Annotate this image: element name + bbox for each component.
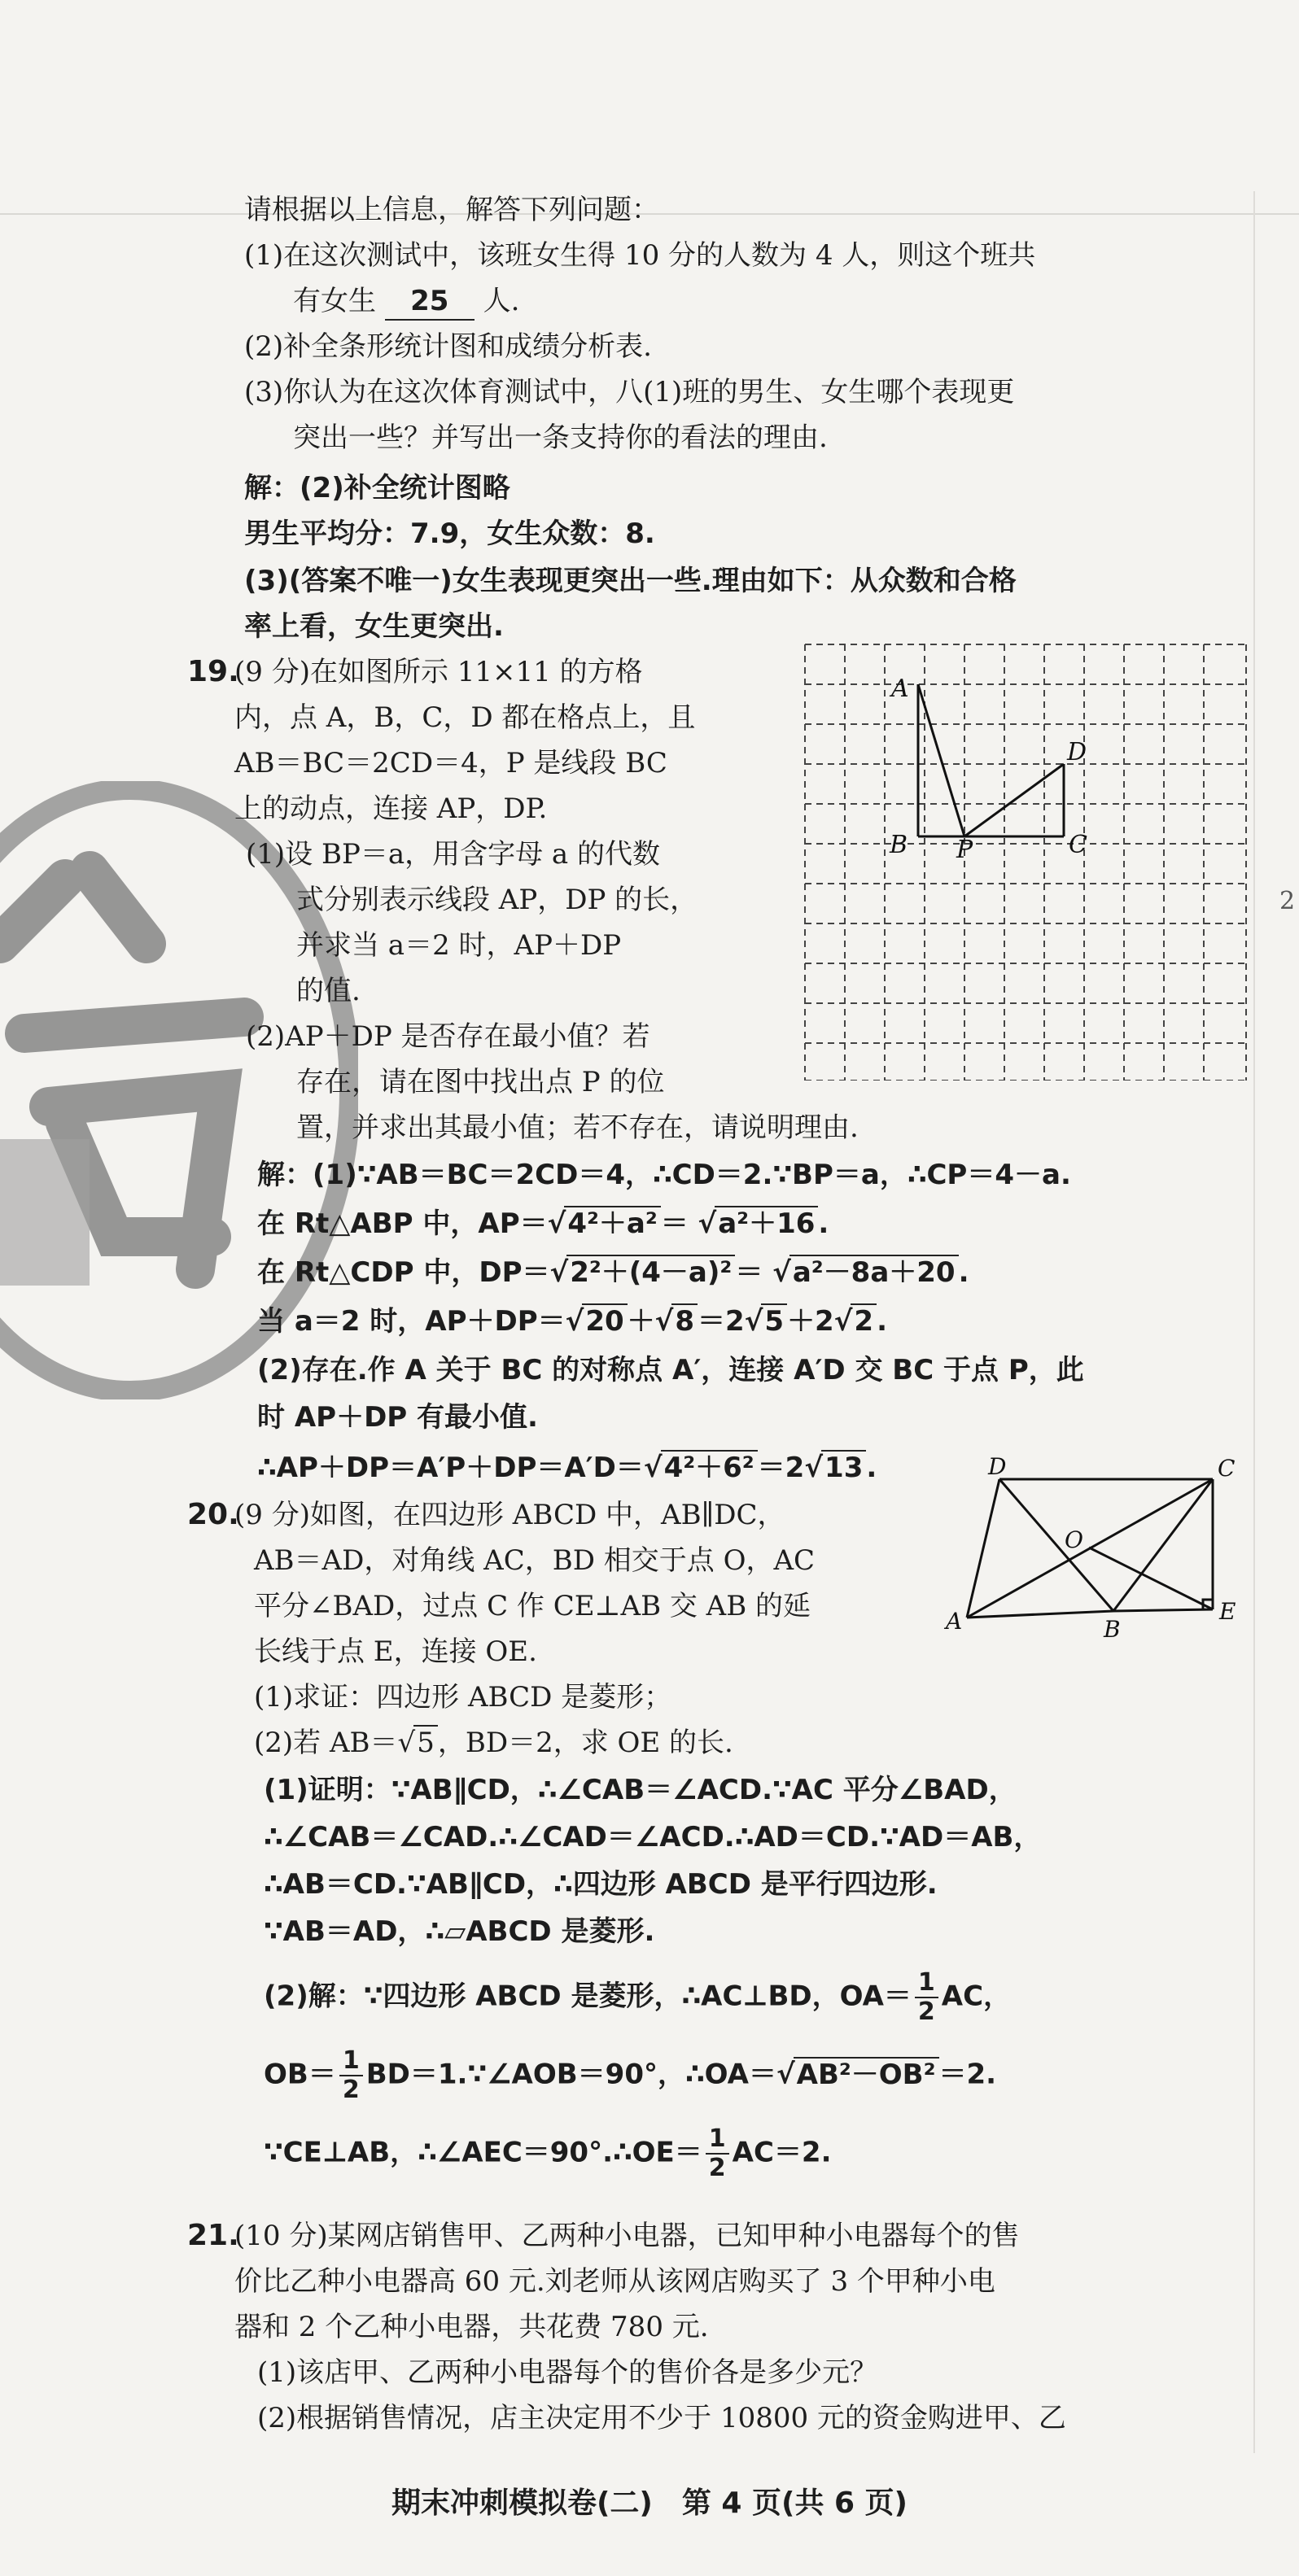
side-page-mark: 2 (1279, 887, 1296, 915)
q20-line-6: (2)若 AB＝√5 ，BD＝2，求 OE 的长. (254, 1727, 733, 1759)
q20-number: 20. (187, 1498, 239, 1531)
q19-line-8: 的值. (296, 975, 361, 1007)
q19-line-1: (9 分)在如图所示 11×11 的方格 (234, 656, 643, 688)
q19-line-5: (1)设 BP＝a，用含字母 a 的代数 (246, 838, 660, 871)
q18-solution-4: 率上看，女生更突出. (244, 610, 504, 643)
q18-part3-line1: (3)你认为在这次体育测试中，八(1)班的男生、女生哪个表现更 (244, 376, 1015, 408)
q19-solution-3: 在 Rt△CDP 中，DP＝√2²＋(4－a)² ＝ √a²－8a＋20 . (257, 1256, 969, 1289)
q20-solution-2: ∴∠CAB＝∠CAD.∴∠CAD＝∠ACD.∴AD＝CD.∵AD＝AB， (264, 1821, 1042, 1853)
q21-line-1: (10 分)某网店销售甲、乙两种小电器，已知甲种小电器每个的售 (234, 2220, 1020, 2252)
point-label-a: A (891, 675, 909, 703)
q20-segments (967, 1479, 1213, 1618)
q21-line-5: (2)根据销售情况，店主决定用不少于 10800 元的资金购进甲、乙 (257, 2402, 1066, 2434)
page-footer: 期末冲刺模拟卷(二) 第 4 页(共 6 页) (391, 2486, 908, 2520)
q20-solution-4: ∵AB＝AD，∴▱ABCD 是菱形. (264, 1915, 655, 1948)
q19-line-10: 存在，请在图中找出点 P 的位 (296, 1066, 665, 1098)
page-edge-line (1253, 191, 1255, 2453)
fraction-half: $\frac{1}{2}$ (915, 1969, 938, 2026)
q18-part1-post: 人. (483, 285, 520, 317)
q20-solution-5: (2)解：∵四边形 ABCD 是菱形，∴AC⊥BD，OA＝ $\frac{1}{2}$ AC， (264, 1968, 1012, 2026)
fraction-half: $\frac{1}{2}$ (339, 2047, 363, 2104)
point-label-d: D (988, 1456, 1007, 1480)
q19-line-3: AB＝BC＝2CD＝4，P 是线段 BC (234, 747, 667, 779)
q18-solution-3: (3)(答案不唯一)女生表现更突出一些.理由如下：从众数和合格 (244, 565, 1017, 597)
q19-segments (918, 684, 1064, 836)
q18-part2: (2)补全条形统计图和成绩分析表. (244, 330, 652, 363)
q21-number: 21. (187, 2219, 239, 2252)
q20-line-5: (1)求证：四边形 ABCD 是菱形； (254, 1681, 672, 1714)
q18-solution-2: 男生平均分：7.9，女生众数：8. (244, 517, 655, 550)
q20-solution-7: ∵CE⊥AB，∴∠AEC＝90°.∴OE＝ $\frac{1}{2}$ AC＝2. (264, 2124, 832, 2182)
q19-grid-figure (802, 641, 1257, 1081)
point-label-o: O (1065, 1526, 1083, 1553)
q19-solution-2: 在 Rt△ABP 中，AP＝√4²＋a² ＝ √a²＋16 . (257, 1207, 829, 1240)
q18-part1-line2 (293, 278, 519, 324)
q21-line-3: 器和 2 个乙种小电器，共花费 780 元. (234, 2311, 709, 2343)
q20-rhombus-figure (943, 1456, 1252, 1644)
q18-part1-pre: 有女生 (293, 285, 376, 317)
q20-solution-6: OB＝ $\frac{1}{2}$ BD＝1.∵∠AOB＝90°，∴OA＝√AB²－OB² ＝2. (264, 2046, 997, 2104)
q19-line-4: 上的动点，连接 AP，DP. (234, 792, 548, 825)
point-label-b: B (890, 831, 908, 859)
q19-solution-4: 当 a＝2 时，AP＋DP＝√20 ＋√8 ＝2√5 ＋2√2 . (257, 1305, 888, 1338)
q19-line-11: 置，并求出其最小值；若不存在，请说明理由. (296, 1111, 859, 1144)
q18-solution-1: 解：(2)补全统计图略 (244, 472, 510, 504)
q18-answer-blank: 25 (385, 283, 475, 321)
q19-solution-6: 时 AP＋DP 有最小值. (257, 1401, 538, 1434)
q18-part1-line1: (1)在这次测试中，该班女生得 10 分的人数为 4 人，则这个班共 (244, 239, 1036, 272)
point-label-c: C (1069, 831, 1087, 859)
fraction-half: $\frac{1}{2}$ (706, 2125, 729, 2182)
q21-line-2: 价比乙种小电器高 60 元.刘老师从该网店购买了 3 个甲种小电 (234, 2265, 995, 2298)
q19-solution-7: ∴AP＋DP＝A′P＋DP＝A′D＝√4²＋6² ＝2√13 . (257, 1452, 877, 1484)
q19-line-7: 并求当 a＝2 时，AP＋DP (296, 929, 622, 962)
q20-line-4: 长线于点 E，连接 OE. (254, 1635, 537, 1668)
q18-part3-line2: 突出一些？并写出一条支持你的看法的理由. (293, 421, 828, 454)
point-label-e: E (1219, 1598, 1236, 1625)
point-label-b: B (1104, 1616, 1121, 1643)
q19-line-6: 式分别表示线段 AP，DP 的长， (296, 884, 698, 916)
q20-line-3: 平分∠BAD，过点 C 作 CE⊥AB 交 AB 的延 (254, 1590, 811, 1622)
q19-line-9: (2)AP＋DP 是否存在最小值？若 (246, 1020, 650, 1053)
point-label-d: D (1067, 738, 1087, 766)
q19-solution-5: (2)存在.作 A 关于 BC 的对称点 A′，连接 A′D 交 BC 于点 P，此 (257, 1354, 1084, 1386)
q20-solution-1: (1)证明：∵AB∥CD，∴∠CAB＝∠ACD.∵AC 平分∠BAD， (264, 1774, 1017, 1806)
point-label-p: P (956, 836, 973, 864)
point-label-c: C (1218, 1456, 1236, 1482)
grid-lines (805, 644, 1246, 1081)
q19-solution-1: 解：(1)∵AB＝BC＝2CD＝4，∴CD＝2.∵BP＝a，∴CP＝4－a. (257, 1159, 1071, 1191)
q20-line-1: (9 分)如图，在四边形 ABCD 中，AB∥DC， (234, 1499, 785, 1531)
q19-line-2: 内，点 A，B，C，D 都在格点上，且 (234, 701, 696, 734)
point-label-a: A (946, 1608, 963, 1635)
q20-solution-3: ∴AB＝CD.∵AB∥CD，∴四边形 ABCD 是平行四边形. (264, 1868, 938, 1901)
q21-line-4: (1)该店甲、乙两种小电器每个的售价各是多少元？ (257, 2356, 878, 2389)
q20-line-2: AB＝AD，对角线 AC，BD 相交于点 O，AC (254, 1544, 816, 1577)
q19-number: 19. (187, 655, 239, 688)
intro-text: 请根据以上信息，解答下列问题： (244, 194, 659, 226)
